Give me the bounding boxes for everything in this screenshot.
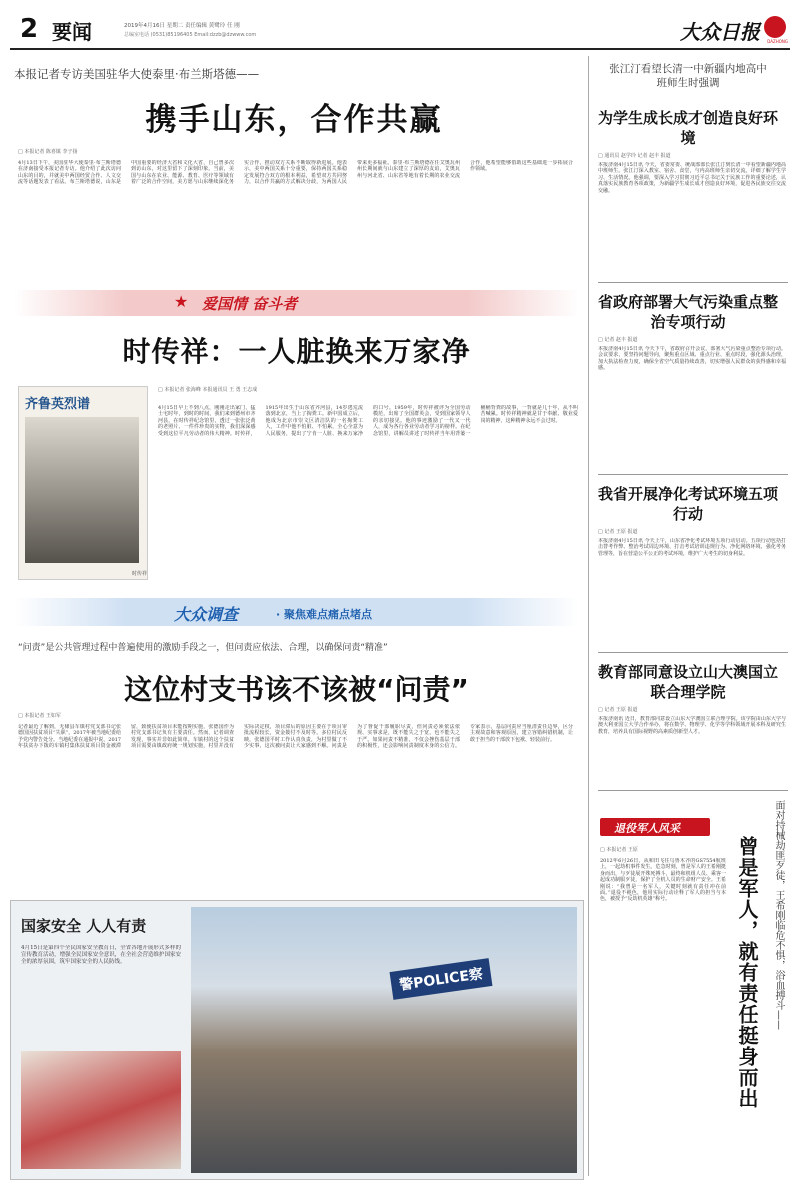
inset-caption: 时传祥 [131,571,147,577]
column-divider [588,56,589,1176]
r2-body: 本报济南4月15日讯 今天下午，省政府召开会议，部署大气污染重点整治专项行动。会议要求，要坚持问题导向，聚焦重点区域、重点行业、重点时段，强化源头治理，加大执法检查力度，确保全省空气质量持续改善，切实增强人民群众的获得感和幸福感。 [598,346,786,372]
story2-body: 4月15日早上不到八点，刚刚走出家门，猛士宅时年，到时的时间，我们来到德州市齐河县，在时传祥纪念馆里，透过一张张泛黄的老照片、一件件珍贵的实物，我们深深感受到这位平凡劳动者的伟大精神。时传祥，1915年出生于山东省齐河县，14岁逃荒流落到北京，当上了掏粪工。新中国成立后，他成为北京市崇文区清洁队的一名掏粪工人，工作中他不怕脏、不怕累，全心全意为人民服务，提出了宁肯一人脏、换来万家净的口号。1959年，时传祥被评为全国劳动模范，出席了全国群英会，受到国家领导人的亲切接见。他的事迹激励了一代又一代人，成为各行各业劳动者学习的榜样。在纪念馆里，讲解员讲述了时传祥当年用背篓一桶桶背粪的故事，一背就是几十年，从不叫苦喊累。时传祥精神就是甘于奉献、敬业爱岗的精神，这种精神永远不会过时。 [158,405,578,437]
r3-headline: 我省开展净化考试环境五项行动 [598,485,779,523]
brand-emblem-icon [764,16,786,38]
story2-headline: 时传祥：一人脏换来万家净 [122,335,471,368]
r4-body: 本报济南讯 近日，教育部同意设立山东大学澳国立联合理学院。该学院由山东大学与澳大利亚国立大学合作举办，将在数学、物理学、化学等学科领域开展本科及研究生教育，培养具有国际视野的高素质创新型人才。 [598,716,786,735]
masthead-meta: 2019年4月16日 星期二 责任编辑 黄鹭玲 任 刚 [124,23,240,29]
section-name: 要闻 [52,20,92,44]
r4-byline: □ 记者 王原 报道 [598,707,638,713]
story3-banner-brand: 大众调查 [174,605,239,624]
story2-inset [18,386,148,580]
story2-banner-text: 爱国情 奋斗者 [202,295,298,313]
r1-body: 本报济南4月15日讯 今天，省委常委、统战部部长张江汀到长清一中看望新疆内地高中班师生。张江汀深入教室、宿舍、食堂，与内高班师生亲切交流，详细了解学生学习、生活情况。他强调，要深入学习贯彻习近平总书记关于民族工作的重要论述，认真落实民族教育各项政策，为新疆学生成长成才创造良好环境，促进各民族交往交流交融。 [598,162,786,194]
bottom-title: 国家安全 人人有责 [21,917,147,935]
r5-byline: □ 本报记者 王原 [600,847,638,853]
r5-headline: 曾是军人，就有责任挺身而出 [735,836,759,1109]
bottom-body: 4月15日是第四个全民国家安全教育日，全省各地开展形式多样的宣传教育活动，增强全民国家安全意识，在全社会营造维护国家安全的浓厚氛围，筑牢国家安全的人民防线。 [21,945,181,965]
r5-body: 2012年6月26日，从和田飞往乌鲁木齐的GS7554航班上，一起劫机事件发生。危急时刻，曾是军人的王希刚挺身而出，与歹徒展开殊死搏斗，最终和机组人员、乘客一起成功制服歹徒，保护了全机人员的生命财产安全。王希刚说：“我曾是一名军人，关键时刻就有责任冲在前面。”退役不褪色，他用实际行动诠释了军人的担当与本色，被授予“反劫机英雄”称号。 [600,858,726,903]
r4-headline: 教育部同意设立山大澳国立联合理学院 [598,663,779,701]
r5-vertical-kicker: 面对持械劫匪歹徒，王希刚临危不惧，浴血搏斗—— [773,800,784,1030]
r2-headline: 省政府部署大气污染重点整治专项行动 [598,293,779,331]
story2-byline: □ 本报记者 张海峰 本报通讯员 王 勇 王志成 [158,387,258,393]
story3-headline: 这位村支书该不该被“问责” [124,673,469,706]
story2-banner [14,290,579,316]
bottom-main-photo [191,907,577,1173]
r1-byline: □ 通讯员 赵学玲 记者 赵丰 报道 [598,153,671,159]
story1-headline: 携手山东，合作共赢 [145,102,443,138]
r-divider-3 [598,652,788,653]
brand-name: 大众日报 [680,20,760,44]
masthead-rule [10,48,790,50]
masthead-contact: 总编室电话 (0531)85196405 Email:dzzb@dzwww.com [124,32,257,38]
star-icon: ★ [174,292,189,311]
inset-portrait [25,417,139,563]
story3-body: 记者最近了解到，无棣县车镇村党支部书记张德国因扶贫项目“失职”，2017年被当地纪委给予党内警告处分。当地纪委在通报中说，2017年扶贫办下拨的车镇村集体扶贫项目资金被滞留，致使扶贫项目未能按期实施，张德国作为村党支部书记负有主要责任。然而，记者调查发现，事实并非如此简单。车镇村的这个扶贫项目需要由镇政府统一规划实施，村里并没有实际决定权，项目滞后的原因主要在于项目审批流程较长，资金拨付不及时等。多位村民反映，张德国平时工作认真负责，为村里做了不少实事，这次被问责让大家感到不解。问责是为了督促干部履职尽责，但问责必须依法依规、实事求是，既不能失之于宽，也不能失之于严。如果问责不精准，不仅会挫伤基层干部的积极性，还会影响问责制度本身的公信力。专家表示，基层问责应当厘清责任边界，区分主观故意和客观原因，建立容错纠错机制，让敢于担当的干部放下包袱、轻装前行。 [18,724,573,750]
bottom-photo-block [10,900,584,1180]
story3-byline: □ 本报记者 王如军 [18,713,61,719]
r3-byline: □ 记者 王原 报道 [598,529,638,535]
r-divider-1 [598,282,788,283]
inset-title: 齐鲁英烈谱 [25,397,91,412]
brand-sub: DAZHONG [767,39,788,44]
story3-banner-tag: · 聚焦难点痛点堵点 [276,608,373,621]
brand-logo [676,12,788,46]
r2-byline: □ 记者 赵丰 报道 [598,337,638,343]
r5-banner [600,818,710,836]
r1-headline: 为学生成长成才创造良好环境 [598,109,779,147]
page-number: 2 [19,14,39,44]
r-divider-2 [598,474,788,475]
r-divider-4 [598,790,788,791]
story1-body: 4月13日下午，美国驻华大使泰里·布兰斯塔德在济南接受本报记者专访。他介绍了此次访问山东的目的，并就美中两国经贸合作、人文交流等话题发表了看法。布兰斯塔德说，山东是中国重要的经济大省和文化大省，自己曾多次到访山东，对这里留下了深刻印象。当前，美国与山东在农业、能源、教育、医疗等领域有着广泛的合作空间，美方愿与山东继续深化务实合作，推动双方关系不断取得新进展。他表示，美中两国关系十分重要，保持两国关系稳定发展符合双方的根本利益，希望双方共同努力，以合作共赢的方式解决分歧，为两国人民带来更多福祉。泰里·布兰斯塔德在任艾奥瓦州州长期间就与山东建立了深厚的友谊，艾奥瓦州与河北省、山东省等地有着长期的农业交流合作，他希望能够借助这些基础进一步拓展合作领域。 [18,160,573,186]
r1-kicker: 张江汀看望长清一中新疆内地高中班师生时强调 [609,63,767,89]
bottom-small-photo [21,1051,181,1169]
story3-banner [14,598,579,626]
story3-deck: “问责”是公共管理过程中普遍使用的激励手段之一，但问责应依法、合理，以确保问责“精准” [18,643,388,653]
r5-banner-text: 退役军人风采 [614,822,680,835]
police-sign: 警POLICE察 [390,958,493,1000]
story1-byline: □ 本报记者 陈喜镇 李子扬 [18,149,78,155]
story1-kicker: 本报记者专访美国驻华大使泰里·布兰斯塔德—— [14,67,260,81]
r3-body: 本报济南4月15日讯 今天上午，山东省净化考试环境五项行动启动。五项行动包括打击替考作弊、整治考试周边环境、打击考试培训违规行为、净化网络环境、强化考务管理等，旨在营造公平公正的考试环境，维护广大考生的切身利益。 [598,538,786,557]
